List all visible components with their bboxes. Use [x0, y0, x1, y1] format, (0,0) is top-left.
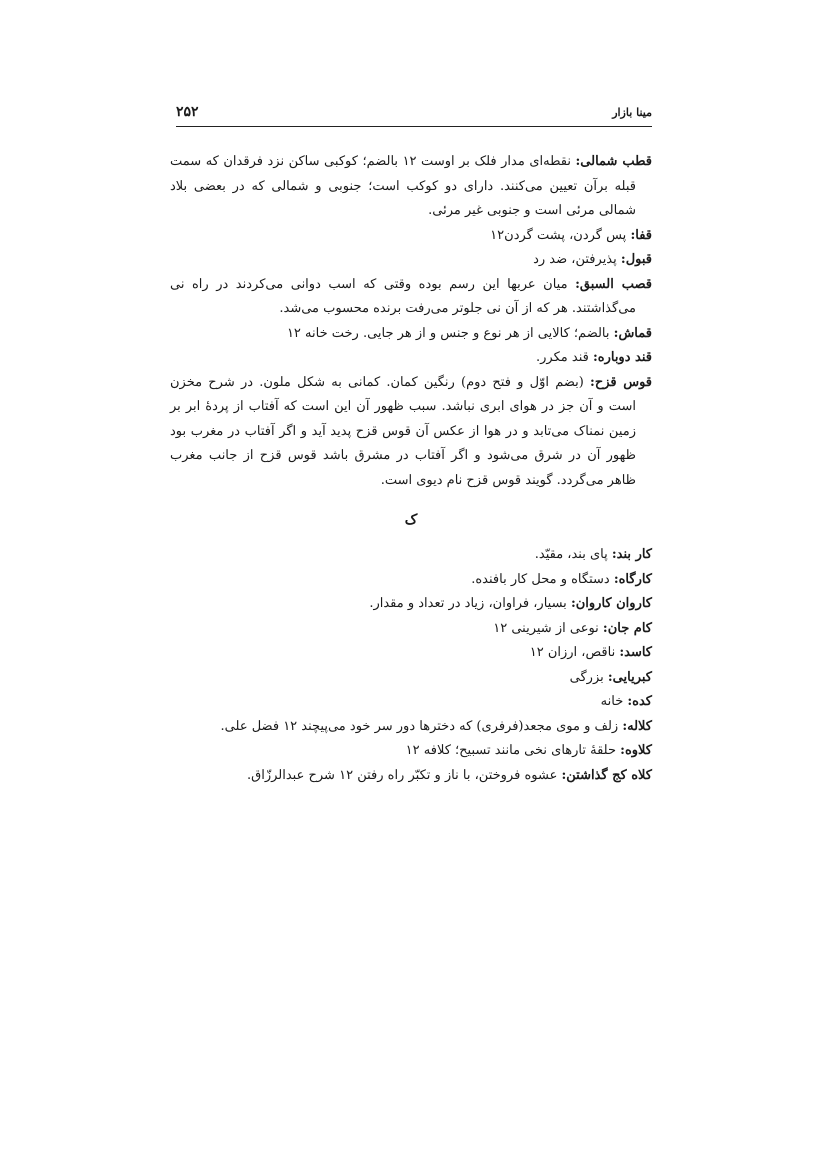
entry-term: کار بند:	[611, 547, 652, 562]
entry-definition: زلف و موی مجعد(فرفری) که دخترها دور سر خود می‌پیچند ۱۲ فضل علی.	[220, 718, 623, 734]
entry-term: کبریایی:	[607, 669, 652, 685]
glossary-entry	[170, 592, 652, 617]
entry-definition: پای بند، مقیّد.	[534, 547, 612, 562]
entry-definition: بزرگی	[569, 669, 608, 685]
glossary-entry	[170, 322, 652, 347]
glossary-entry	[170, 371, 652, 494]
entry-definition: نوعی از شیرینی ۱۲	[493, 620, 603, 636]
glossary-entry	[170, 739, 652, 764]
entry-term: کاروان کاروان:	[570, 596, 652, 611]
entry-term: کام جان:	[602, 620, 652, 636]
page-header	[176, 96, 652, 127]
entries-qaf	[170, 150, 652, 493]
entry-term: قوس قزح:	[590, 374, 652, 390]
page-content	[170, 150, 652, 788]
glossary-entry	[170, 641, 652, 666]
entry-definition: بالضم؛ کالایی از هر نوع و جنس و از هر جایی. رخت خانه ۱۲	[286, 325, 614, 341]
glossary-entry	[170, 543, 652, 568]
entry-definition: پس گردن، پشت گردن۱۲	[490, 227, 631, 243]
entry-definition: خانه	[600, 694, 628, 709]
glossary-entry	[170, 150, 652, 224]
entry-definition: بسیار، فراوان، زیاد در تعداد و مقدار.	[369, 596, 571, 611]
glossary-entry	[170, 248, 652, 273]
glossary-entry	[170, 224, 652, 249]
glossary-entry	[170, 715, 652, 740]
glossary-entry	[170, 764, 652, 789]
glossary-entry	[170, 273, 652, 322]
entry-definition: ناقص، ارزان ۱۲	[529, 645, 620, 660]
entry-definition: دستگاه و محل کار بافنده.	[471, 571, 614, 587]
entry-term: کارگاه:	[613, 571, 652, 587]
entry-definition: (بضم اوّل و فتح دوم) رنگین کمان. کمانی به شکل ملون. در شرح مخزن است و آن جز در هوای ابری نباشد. سبب ظهور آن این است که آفتاب از پردهٔ ابر بر زمین نمناک می‌تابد و در هوا از عکس آن قوس قزح پدید آید و اگر آفتاب در مغرب بود ظهور آن در شرق می‌شود و اگر آفتاب در مشرق باشد قوس قزح از جانب مغرب ظاهر می‌گردد. گویند قوس قزح نام دیوی است.	[170, 374, 636, 488]
running-title: مینا بازار	[612, 106, 652, 119]
glossary-entry	[170, 568, 652, 593]
entry-term: کاسد:	[619, 645, 652, 660]
glossary-entry	[170, 346, 652, 371]
entry-definition: عشوه فروختن، با ناز و تکبّر راه رفتن ۱۲ شرح عبدالرزّاق.	[247, 767, 562, 783]
entry-definition: پذیرفتن، ضد رد	[533, 252, 621, 267]
entries-kaf	[170, 543, 652, 788]
entry-term: کلاله:	[622, 718, 652, 734]
entry-term: کده:	[627, 694, 652, 709]
page-number: ۲۵۲	[176, 104, 199, 120]
glossary-entry	[170, 666, 652, 691]
entry-term: قماش:	[613, 325, 652, 341]
glossary-entry	[170, 690, 652, 715]
entry-term: قفا:	[630, 227, 652, 243]
entry-term: قبول:	[620, 252, 652, 267]
entry-term: کلاوه:	[620, 743, 652, 758]
entry-term: کلاه کج گذاشتن:	[561, 767, 652, 783]
entry-definition: میان عربها این رسم بوده وقتی که اسب دوانی می‌کردند در راه نی می‌گذاشتند. هر که از آن نی جلوتر می‌رفت برنده محسوب می‌شد.	[170, 276, 636, 316]
section-letter-heading: ک	[404, 512, 418, 528]
entry-definition: نقطه‌ای مدار فلک بر اوست ۱۲ بالضم؛ کوکبی ساکن نزد فرقدان که سمت قبله برآن تعیین می‌کنند. دارای دو کوکب است؛ جنوبی و شمالی که در بعضی بلاد شمالی مرئی است و جنوبی غیر مرئی.	[170, 154, 636, 218]
entry-term: قند دوباره:	[592, 350, 652, 365]
entry-term: قطب شمالی:	[575, 154, 652, 169]
glossary-entry	[170, 617, 652, 642]
entry-definition: قند مکرر.	[536, 350, 593, 365]
entry-definition: حلقهٔ تارهای نخی مانند تسبیح؛ کلافه ۱۲	[405, 743, 621, 758]
entry-term: قصب السبق:	[575, 276, 653, 292]
